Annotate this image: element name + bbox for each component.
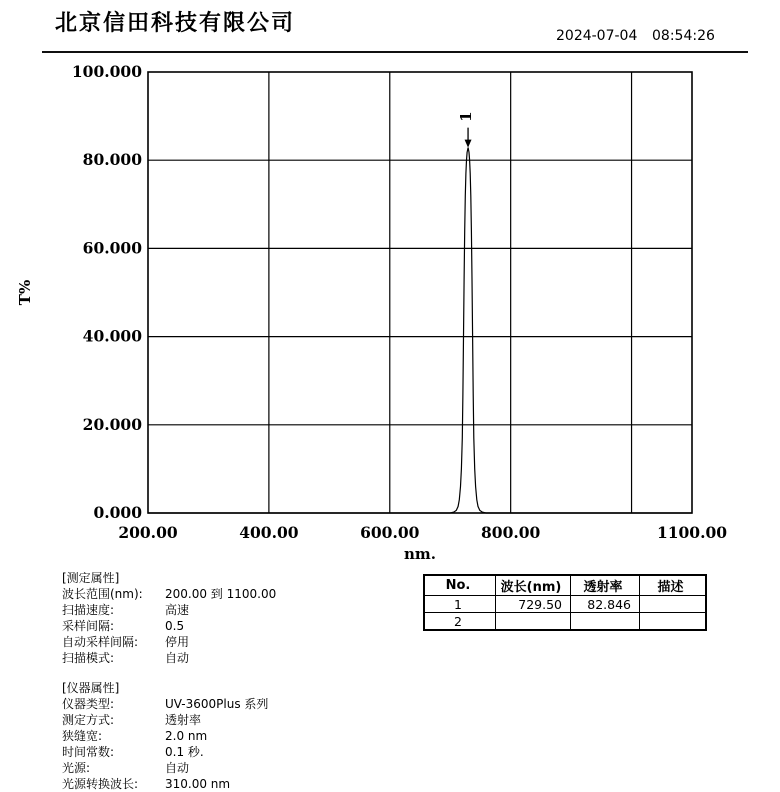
prop-row-scan-speed bbox=[62, 602, 276, 618]
prop-row-light-source bbox=[62, 760, 268, 776]
prop-value: 停用 bbox=[165, 635, 190, 649]
prop-value: 高速 bbox=[165, 603, 190, 617]
peak-number-label: 1 bbox=[457, 111, 476, 122]
col-header-description: 描述 bbox=[640, 575, 707, 596]
prop-value: 310.00 nm bbox=[165, 777, 231, 791]
prop-label: 光源: bbox=[62, 761, 91, 775]
prop-label: 自动采样间隔: bbox=[62, 635, 139, 649]
prop-row-time-constant bbox=[62, 744, 268, 760]
prop-value: 自动 bbox=[165, 651, 190, 665]
cell-transmittance bbox=[571, 613, 640, 631]
measurement-section-title: [测定属性] bbox=[62, 571, 120, 585]
y-axis-title: T% bbox=[16, 279, 34, 306]
prop-value: 200.00 到 1100.00 bbox=[165, 587, 277, 601]
prop-value: UV-3600Plus 系列 bbox=[165, 697, 269, 711]
x-axis-title: nm. bbox=[404, 545, 436, 563]
prop-value: 2.0 nm bbox=[165, 729, 208, 743]
x-tick-label: 1100.00 bbox=[656, 523, 728, 542]
prop-row-slit-width bbox=[62, 728, 268, 744]
peak-table bbox=[423, 574, 707, 631]
x-tick-label: 600.00 bbox=[360, 523, 420, 542]
prop-label: 采样间隔: bbox=[62, 619, 115, 633]
y-tick-label: 40.000 bbox=[82, 326, 142, 346]
x-tick-label: 400.00 bbox=[239, 523, 299, 542]
cell-wavelength bbox=[496, 613, 571, 631]
cell-no: 1 bbox=[424, 596, 496, 613]
prop-label: 扫描速度: bbox=[62, 603, 115, 617]
prop-label: 仪器类型: bbox=[62, 697, 115, 711]
company-name: 北京信田科技有限公司 bbox=[55, 10, 296, 36]
table-row bbox=[424, 613, 706, 631]
prop-label: 测定方式: bbox=[62, 713, 115, 727]
col-header-no: No. bbox=[424, 575, 496, 596]
cell-no: 2 bbox=[424, 613, 496, 631]
peak-table-header-row bbox=[424, 575, 706, 596]
instrument-section-title: [仪器属性] bbox=[62, 681, 120, 695]
instrument-properties bbox=[62, 680, 268, 792]
prop-row-scan-mode bbox=[62, 650, 276, 666]
prop-row-auto-sampling bbox=[62, 634, 276, 650]
prop-label: 扫描模式: bbox=[62, 651, 115, 665]
prop-row-measure-method bbox=[62, 712, 268, 728]
y-tick-label: 0.000 bbox=[93, 503, 142, 522]
col-header-wavelength: 波长(nm) bbox=[496, 575, 571, 596]
prop-label: 波长范围(nm): bbox=[62, 587, 143, 601]
prop-value: 透射率 bbox=[165, 713, 202, 727]
prop-value: 自动 bbox=[165, 761, 190, 775]
x-tick-label: 200.00 bbox=[118, 523, 178, 542]
y-tick-label: 100.000 bbox=[71, 62, 142, 81]
cell-description bbox=[640, 596, 707, 613]
col-header-transmittance: 透射率 bbox=[571, 575, 640, 596]
y-tick-label: 60.000 bbox=[82, 238, 142, 258]
spectrum-line bbox=[148, 148, 692, 513]
prop-row-wavelength-range bbox=[62, 586, 276, 602]
x-tick-label: 800.00 bbox=[481, 523, 541, 542]
peak-arrow-head bbox=[465, 140, 472, 148]
cell-description bbox=[640, 613, 707, 631]
cell-wavelength: 729.50 bbox=[496, 596, 571, 613]
report-date: 2024-07-04 bbox=[556, 28, 638, 44]
y-tick-label: 20.000 bbox=[82, 414, 142, 434]
prop-label: 狭缝宽: bbox=[62, 729, 103, 743]
measurement-properties bbox=[62, 570, 276, 666]
prop-value: 0.1 秒. bbox=[165, 745, 204, 759]
table-row bbox=[424, 596, 706, 613]
prop-row-sampling-interval bbox=[62, 618, 276, 634]
prop-row-source-switch-wavelength bbox=[62, 776, 268, 792]
y-tick-label: 80.000 bbox=[82, 150, 142, 170]
prop-label: 时间常数: bbox=[62, 745, 115, 759]
prop-label: 光源转换波长: bbox=[62, 777, 139, 791]
plot-border bbox=[148, 72, 692, 513]
prop-row-instrument-type bbox=[62, 696, 268, 712]
cell-transmittance: 82.846 bbox=[571, 596, 640, 613]
prop-value: 0.5 bbox=[165, 619, 185, 633]
report-time: 08:54:26 bbox=[652, 28, 715, 44]
